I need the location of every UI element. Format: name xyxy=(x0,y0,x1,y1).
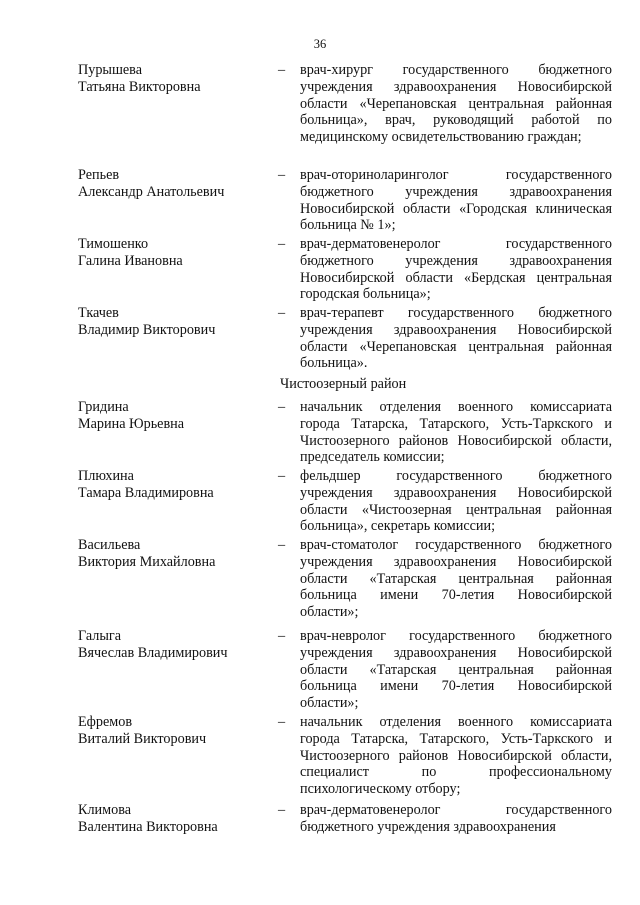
member-role: врач-стоматолог государственного бюджетного учреждения здравоохранения Новосибирской области «Татарская центральная районная больница имени 70-летия Новосибирской области»; xyxy=(300,537,612,621)
section-heading: Чистоозерный район xyxy=(280,376,407,392)
dash-separator: – xyxy=(278,236,286,252)
dash-separator: – xyxy=(278,468,286,484)
member-name xyxy=(78,468,268,502)
dash-separator: – xyxy=(278,714,286,730)
member-role: врач-терапевт государственного бюджетного учреждения здравоохранения Новосибирской области «Черепановская центральная районная больница». xyxy=(300,305,612,372)
member-role: фельдшер государственного бюджетного учреждения здравоохранения Новосибирской области «Чистоозерная центральная районная больница», секретарь комиссии; xyxy=(300,468,612,535)
member-role: начальник отделения военного комиссариата города Татарска, Татарского, Усть-Таркского и Чистоозерного районов Новосибирской области, специалист по профессиональному психологическому отбору; xyxy=(300,714,612,798)
dash-separator: – xyxy=(278,628,286,644)
member-name xyxy=(78,537,268,571)
member-surname: Пурышева xyxy=(78,62,142,78)
member-given-names: Владимир Викторович xyxy=(78,321,216,338)
member-surname: Плюхина xyxy=(78,468,134,484)
member-name xyxy=(78,167,268,201)
member-name xyxy=(78,628,268,662)
member-given-names: Валентина Викторовна xyxy=(78,818,218,835)
dash-separator: – xyxy=(278,802,286,818)
member-role: начальник отделения военного комиссариата города Татарска, Татарского, Усть-Таркского и Чистоозерного районов Новосибирской области, председатель комиссии; xyxy=(300,399,612,466)
page-number: 36 xyxy=(313,37,327,51)
member-given-names: Александр Анатольевич xyxy=(78,183,225,200)
member-given-names: Виктория Михайловна xyxy=(78,553,216,570)
dash-separator: – xyxy=(278,537,286,553)
member-given-names: Татьяна Викторовна xyxy=(78,78,201,95)
member-role: врач-дерматовенеролог государственного бюджетного учреждения здравоохранения Новосибирской области «Бердская центральная городская больница»; xyxy=(300,236,612,303)
member-given-names: Виталий Викторович xyxy=(78,730,207,747)
dash-separator: – xyxy=(278,167,286,183)
member-surname: Васильева xyxy=(78,537,141,553)
dash-separator: – xyxy=(278,399,286,415)
member-given-names: Марина Юрьевна xyxy=(78,415,185,432)
member-role: врач-невролог государственного бюджетного учреждения здравоохранения Новосибирской области «Татарская центральная районная больница имени 70-летия Новосибирской области»; xyxy=(300,628,612,712)
member-given-names: Вячеслав Владимирович xyxy=(78,644,228,661)
member-surname: Ефремов xyxy=(78,714,133,730)
member-surname: Климова xyxy=(78,802,132,818)
member-role: врач-дерматовенеролог государственного бюджетного учреждения здравоохранения xyxy=(300,802,612,835)
member-name xyxy=(78,714,268,748)
member-given-names: Галина Ивановна xyxy=(78,252,183,269)
member-surname: Ткачев xyxy=(78,305,119,321)
dash-separator: – xyxy=(278,305,286,321)
member-name xyxy=(78,236,268,270)
member-role: врач-хирург государственного бюджетного учреждения здравоохранения Новосибирской области «Черепановская центральная районная больница», врач, руководящий работой по медицинскому освидетельствованию граждан; xyxy=(300,62,612,146)
member-name xyxy=(78,399,268,433)
dash-separator: – xyxy=(278,62,286,78)
member-surname: Тимошенко xyxy=(78,236,149,252)
member-name xyxy=(78,802,268,836)
member-surname: Репьев xyxy=(78,167,120,183)
member-name xyxy=(78,305,268,339)
member-given-names: Тамара Владимировна xyxy=(78,484,214,501)
member-surname: Галыга xyxy=(78,628,121,644)
member-role: врач-оториноларинголог государственного бюджетного учреждения здравоохранения Новосибирской области «Городская клиническая больница № 1»; xyxy=(300,167,612,234)
member-surname: Гридина xyxy=(78,399,129,415)
member-name xyxy=(78,62,268,96)
